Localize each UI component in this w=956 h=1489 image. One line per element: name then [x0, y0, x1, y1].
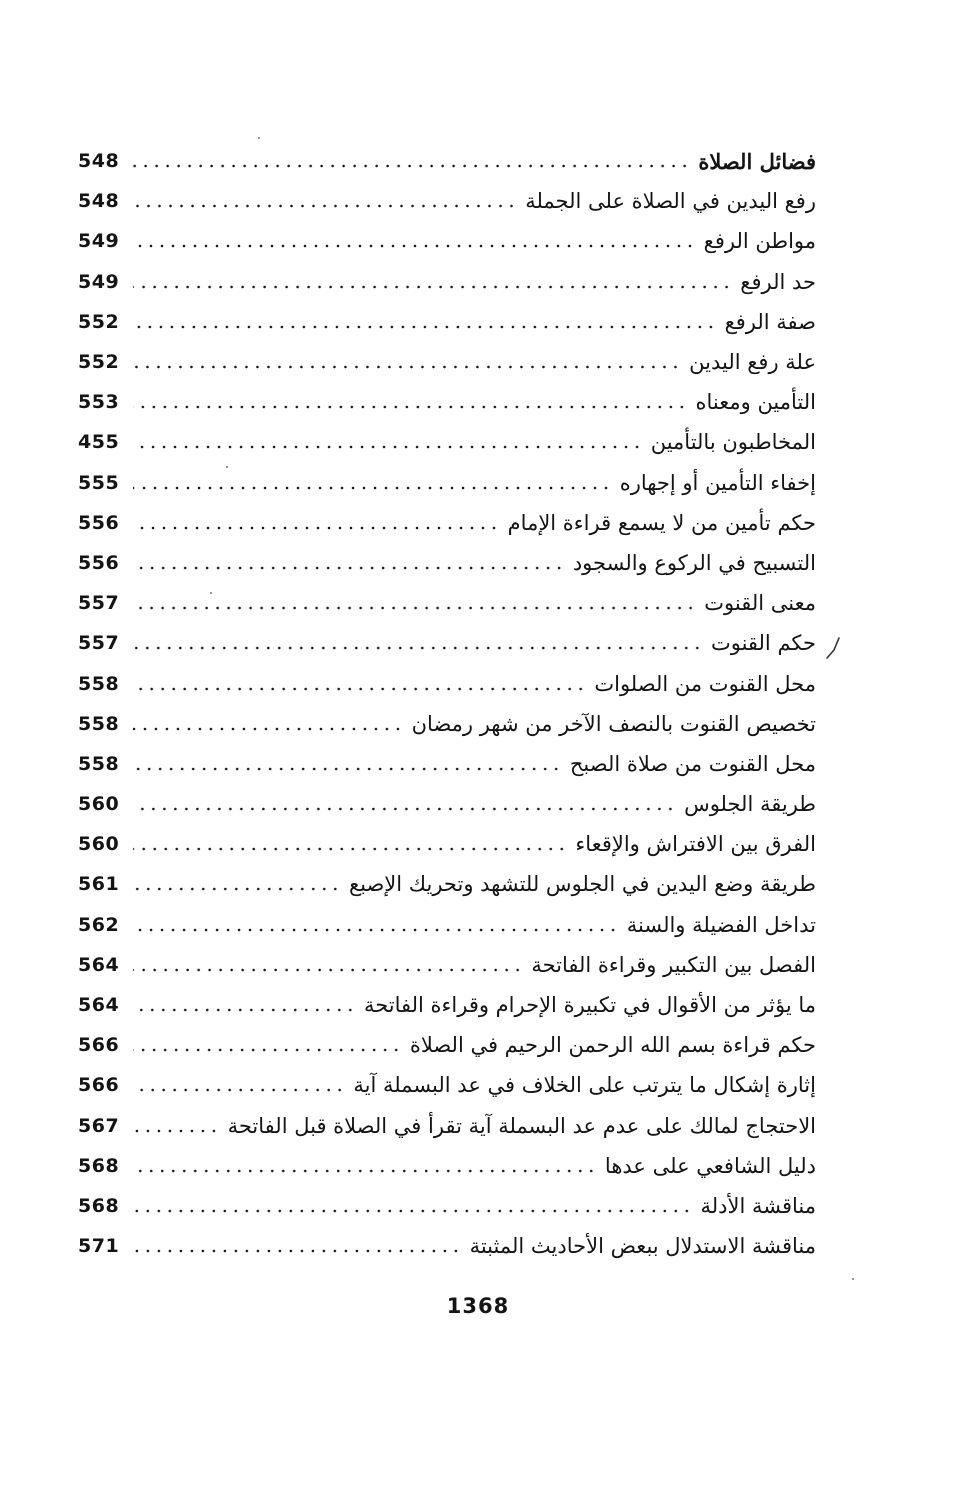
dot-leader	[133, 445, 643, 449]
toc-entry-title: تداخل الفضيلة والسنة	[626, 912, 816, 937]
toc-entry-title: تخصيص القنوت بالنصف الآخر من شهر رمضان	[411, 711, 816, 736]
dot-leader	[133, 606, 696, 610]
toc-page-number: 564	[78, 953, 120, 976]
toc-entry	[78, 463, 816, 503]
toc-entry-title: التسبيح في الركوع والسجود	[572, 550, 816, 575]
toc-entry-title: ما يؤثر من الأقوال في تكبيرة الإحرام وقراءة الفاتحة	[363, 993, 816, 1018]
toc-page-number: 560	[78, 793, 120, 816]
dot-leader	[133, 847, 567, 851]
toc-page-number: 549	[78, 270, 120, 293]
dot-leader	[133, 767, 562, 771]
toc-page-number: 568	[78, 1154, 120, 1177]
toc-entry-title: محل القنوت من صلاة الصبح	[569, 751, 816, 776]
toc-entry	[78, 784, 816, 824]
table-of-contents	[78, 141, 816, 1266]
toc-entry-title: مناقشة الأدلة	[700, 1193, 816, 1218]
toc-page-number: 561	[78, 873, 120, 896]
dot-leader	[133, 164, 690, 168]
toc-entry-title: حكم تأمين من لا يسمع قراءة الإمام	[507, 510, 816, 535]
toc-entry	[78, 422, 816, 462]
dot-leader	[133, 204, 517, 208]
toc-entry	[78, 1106, 816, 1146]
dot-leader	[133, 807, 676, 811]
dot-leader	[133, 285, 732, 289]
toc-page-number: 556	[78, 511, 120, 534]
toc-entry	[78, 543, 816, 583]
toc-entry	[78, 1146, 816, 1186]
toc-page-number: 558	[78, 752, 120, 775]
dot-leader	[133, 486, 612, 490]
dot-leader	[133, 1008, 356, 1012]
dot-leader	[133, 365, 681, 369]
toc-page-number: 562	[78, 913, 120, 936]
toc-entry	[78, 905, 816, 945]
toc-entry-title: صفة الرفع	[724, 309, 816, 334]
toc-entry-title: معنى القنوت	[704, 591, 816, 616]
dot-leader	[133, 1169, 597, 1173]
dot-leader	[133, 968, 523, 972]
toc-entry-title: طريقة الجلوس	[684, 792, 816, 817]
pencil-check-mark	[822, 636, 842, 666]
toc-entry	[78, 623, 816, 663]
paper-speck	[210, 592, 212, 594]
toc-page-number: 553	[78, 391, 120, 414]
toc-entry-title: الاحتجاج لمالك على عدم عد البسملة آية تقرأ في الصلاة قبل الفاتحة	[227, 1113, 816, 1138]
toc-entry-title: التأمين ومعناه	[695, 390, 816, 415]
toc-entry	[78, 342, 816, 382]
toc-entry-title: حكم قراءة بسم الله الرحمن الرحيم في الصلاة	[409, 1033, 816, 1058]
toc-page-number: 557	[78, 632, 120, 655]
toc-page-number: 557	[78, 592, 120, 615]
toc-page-number: 549	[78, 230, 120, 253]
toc-entry	[78, 503, 816, 543]
toc-page-number: 552	[78, 351, 120, 374]
toc-entry	[78, 302, 816, 342]
dot-leader	[133, 1209, 692, 1213]
toc-entry	[78, 583, 816, 623]
dot-leader	[133, 566, 565, 570]
dot-leader	[133, 1088, 345, 1092]
toc-entry	[78, 262, 816, 302]
paper-speck	[226, 466, 228, 468]
toc-entry-title: رفع اليدين في الصلاة على الجملة	[525, 189, 816, 214]
toc-page-number: 568	[78, 1194, 120, 1217]
toc-entry	[78, 1065, 816, 1105]
toc-entry	[78, 744, 816, 784]
toc-page-number: 552	[78, 310, 120, 333]
dot-leader	[133, 526, 500, 530]
toc-page-number: 556	[78, 551, 120, 574]
toc-entry-title: مناقشة الاستدلال ببعض الأحاديث المثبتة	[469, 1234, 816, 1259]
toc-entry	[78, 382, 816, 422]
toc-page-number: 558	[78, 672, 120, 695]
dot-leader	[133, 1048, 402, 1052]
toc-page-number: 571	[78, 1235, 120, 1258]
toc-page-number: 566	[78, 1034, 120, 1057]
toc-page-number: 548	[78, 150, 120, 173]
dot-leader	[133, 1249, 461, 1253]
toc-page-number: 548	[78, 190, 120, 213]
toc-entry	[78, 181, 816, 221]
toc-entry-title: طريقة وضع اليدين في الجلوس للتشهد وتحريك الإصبع	[348, 872, 816, 897]
dot-leader	[133, 687, 586, 691]
toc-entry	[78, 864, 816, 904]
toc-page-number: 560	[78, 833, 120, 856]
toc-entry-title: مواطن الرفع	[703, 229, 816, 254]
paper-speck	[852, 1278, 854, 1280]
toc-entry-title: حكم القنوت	[710, 631, 816, 656]
toc-entry-title: حد الرفع	[740, 269, 816, 294]
toc-page-number: 566	[78, 1074, 120, 1097]
toc-page-number: 564	[78, 994, 120, 1017]
toc-page-number: 555	[78, 471, 120, 494]
dot-leader	[133, 244, 695, 248]
toc-entry-title: إثارة إشكال ما يترتب على الخلاف في عد البسملة آية	[353, 1073, 816, 1098]
toc-entry	[78, 824, 816, 864]
toc-entry-title: علة رفع اليدين	[689, 350, 816, 375]
toc-page-number: 455	[78, 431, 120, 454]
toc-entry	[78, 1226, 816, 1266]
toc-entry-title: الفصل بين التكبير وقراءة الفاتحة	[531, 952, 816, 977]
toc-entry-title: فضائل الصلاة	[698, 148, 816, 174]
dot-leader	[133, 928, 619, 932]
toc-entry-title: المخاطبون بالتأمين	[650, 430, 816, 455]
dot-leader	[133, 727, 403, 731]
toc-entry	[78, 704, 816, 744]
toc-entry	[78, 141, 816, 181]
page-number: 1368	[446, 1294, 510, 1318]
toc-entry-title: دليل الشافعي على عدها	[604, 1153, 816, 1178]
toc-entry	[78, 1186, 816, 1226]
dot-leader	[133, 646, 703, 650]
toc-entry-title: الفرق بين الافتراش والإقعاء	[575, 832, 816, 857]
toc-page-number: 558	[78, 712, 120, 735]
toc-entry-title: إخفاء التأمين أو إجهاره	[619, 470, 816, 495]
dot-leader	[133, 1129, 219, 1133]
paper-speck	[258, 137, 260, 139]
toc-entry	[78, 221, 816, 261]
toc-entry	[78, 663, 816, 703]
dot-leader	[133, 405, 687, 409]
toc-entry	[78, 1025, 816, 1065]
toc-page-number: 567	[78, 1114, 120, 1137]
toc-entry-title: محل القنوت من الصلوات	[594, 671, 816, 696]
dot-leader	[133, 325, 716, 329]
dot-leader	[133, 887, 341, 891]
toc-entry	[78, 985, 816, 1025]
toc-entry	[78, 945, 816, 985]
